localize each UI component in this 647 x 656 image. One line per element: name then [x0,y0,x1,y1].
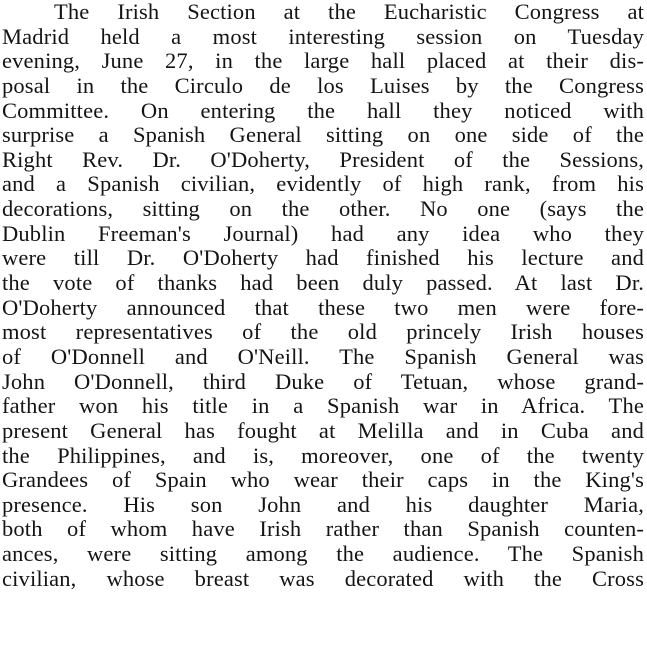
text-line: O'Doherty announced that these two men were fore- [2,294,644,320]
text-line: of O'Donnell and O'Neill. The Spanish General was [2,343,644,369]
text-line: decorations, sitting on the other. No one (says the [2,196,644,222]
text-line: both of whom have Irish rather than Spanish counten- [2,516,644,542]
article-text [2,0,644,656]
text-line: presence. His son John and his daughter Maria, [2,491,644,517]
text-line: the vote of thanks had been duly passed. At last Dr. [2,270,644,296]
text-line: John O'Donnell, third Duke of Tetuan, whose grand- [2,368,644,394]
text-line: father won his title in a Spanish war in Africa. The [2,393,644,419]
text-line: Madrid held a most interesting session on Tuesday [2,23,644,49]
text-line: were till Dr. O'Doherty had finished his lecture and [2,245,644,271]
text-line: ances, were sitting among the audience. The Spanish [2,541,644,567]
text-line: surprise a Spanish General sitting on one side of the [2,122,644,148]
text-line: posal in the Circulo de los Luises by the Congress [2,72,644,98]
text-line: and a Spanish civilian, evidently of high rank, from his [2,171,644,197]
text-line: Dublin Freeman's Journal) had any idea who they [2,220,644,246]
text-line: Committee. On entering the hall they noticed with [2,97,644,123]
text-line: most representatives of the old princely Irish houses [2,319,644,345]
text-line: Grandees of Spain who wear their caps in the King's [2,467,644,493]
text-line: the Philippines, and is, moreover, one of the twenty [2,442,644,468]
text-line: evening, June 27, in the large hall placed at their dis- [2,48,644,74]
text-line: present General has fought at Melilla and in Cuba and [2,417,644,443]
text-line: civilian, whose breast was decorated with the Cross [2,565,644,591]
text-line: Right Rev. Dr. O'Doherty, President of the Sessions, [2,146,644,172]
text-line: The Irish Section at the Eucharistic Congress at [54,0,644,24]
